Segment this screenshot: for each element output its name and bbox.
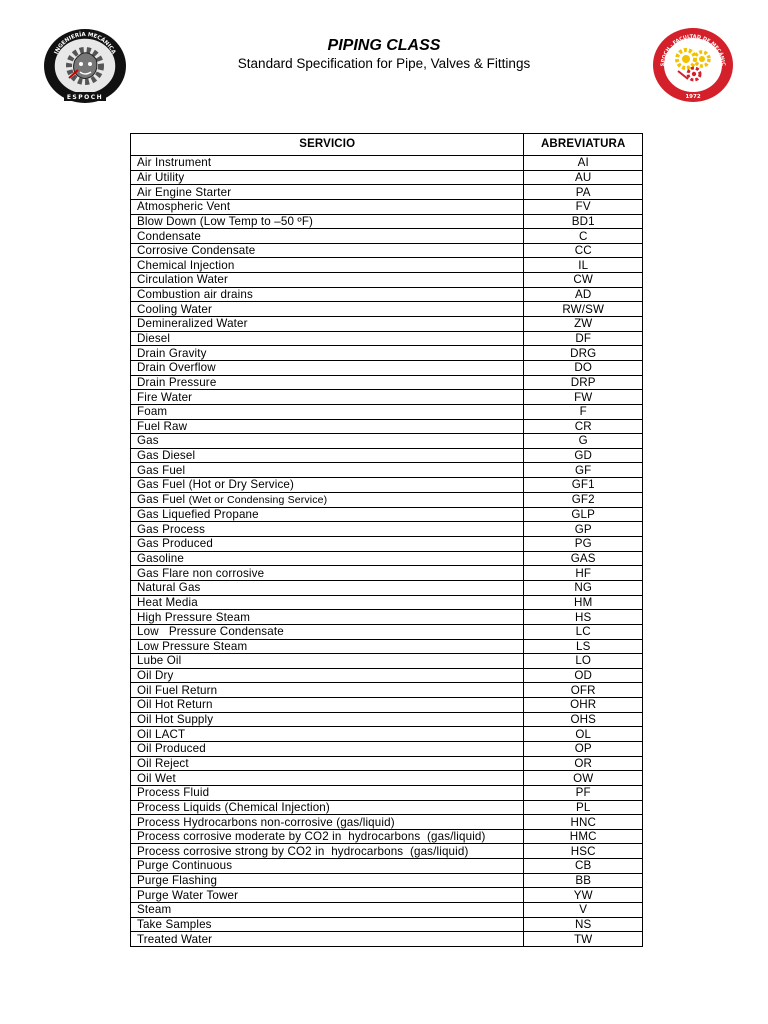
service-name: Oil Produced [137,742,206,756]
table-row [131,185,643,200]
abbreviation-cell: F [524,404,643,419]
service-name: Condensate [137,229,202,243]
service-cell [131,610,524,625]
service-name: Oil Reject [137,756,189,770]
service-cell [131,258,524,273]
service-cell [131,273,524,288]
service-cell [131,668,524,683]
table-row [131,258,643,273]
table-row [131,463,643,478]
service-name: Fuel Raw [137,419,188,433]
document-subtitle: Standard Specification for Pipe, Valves & Fittings [237,56,531,71]
abbreviation-cell: HS [524,610,643,625]
service-name: Oil Hot Supply [137,713,214,727]
service-cell [131,317,524,332]
service-name: Drain Gravity [137,346,207,360]
table-row [131,360,643,375]
service-name: Demineralized Water [137,317,248,331]
table-row [131,859,643,874]
abbreviation-cell: HNC [524,815,643,830]
service-cell [131,346,524,361]
abbreviation-cell: GF [524,463,643,478]
service-name: Gas [137,434,159,448]
service-cell [131,903,524,918]
table-row [131,551,643,566]
abbreviation-cell: YW [524,888,643,903]
service-cell [131,800,524,815]
abbreviation-cell: BB [524,873,643,888]
abbreviation-cell: PG [524,537,643,552]
abbreviation-cell: OW [524,771,643,786]
service-name: Cooling Water [137,302,212,316]
table-row [131,888,643,903]
abbreviation-cell: GP [524,522,643,537]
service-name: Purge Water Tower [137,888,239,902]
service-name: Process Liquids (Chemical Injection) [137,800,330,814]
service-name: Purge Flashing [137,874,218,888]
abbreviation-cell: LS [524,639,643,654]
table-row [131,844,643,859]
abbreviation-cell: PA [524,185,643,200]
abbreviation-cell: FW [524,390,643,405]
service-name: Atmospheric Vent [137,200,231,214]
table-row [131,785,643,800]
service-name: Air Instrument [137,156,212,170]
abbreviation-cell: V [524,903,643,918]
abbreviation-cell: BD1 [524,214,643,229]
service-cell [131,712,524,727]
abbreviation-cell: GLP [524,507,643,522]
table-row [131,331,643,346]
abbreviation-cell: GAS [524,551,643,566]
service-name: Process corrosive moderate by CO2 in hydrocarbons (gas/liquid) [137,830,486,844]
service-cell [131,243,524,258]
abbreviation-cell: GF1 [524,478,643,493]
right-logo-year: 1972 [685,94,701,100]
abbreviation-cell: AI [524,156,643,171]
table-row [131,932,643,947]
table-row [131,903,643,918]
table-row [131,522,643,537]
service-note: (Wet or Condensing Service) [188,493,328,506]
abbreviation-cell: OR [524,756,643,771]
table-row [131,815,643,830]
table-row [131,419,643,434]
service-name: Low Pressure Condensate [137,625,284,639]
service-cell [131,522,524,537]
table-row [131,580,643,595]
table-row [131,741,643,756]
service-name: Lube Oil [137,654,182,668]
service-cell [131,185,524,200]
service-name: Gasoline [137,551,184,565]
service-name: Air Utility [137,170,185,184]
abbreviation-cell: OFR [524,683,643,698]
service-cell [131,551,524,566]
service-name: Natural Gas [137,581,201,595]
service-cell [131,829,524,844]
table-row [131,434,643,449]
table-header-row [131,134,643,156]
abbreviation-cell: DF [524,331,643,346]
table-row [131,390,643,405]
table-row [131,214,643,229]
table-row [131,375,643,390]
service-cell [131,492,524,507]
abbreviation-cell: LO [524,654,643,669]
service-cell [131,785,524,800]
table-body [131,156,643,947]
table-row [131,478,643,493]
left-logo-top-text: INGENIERÍA MECÁNICA [53,31,117,56]
left-logo-bottom-text: ESPOCH [66,94,104,101]
service-cell [131,741,524,756]
service-name: Drain Pressure [137,375,217,389]
abbreviation-cell: CB [524,859,643,874]
abbreviation-cell: OL [524,727,643,742]
abbreviation-cell: FV [524,199,643,214]
service-cell [131,331,524,346]
table-row [131,683,643,698]
piping-service-table [130,133,643,947]
table-row [131,492,643,507]
table-row [131,873,643,888]
service-name: Gas Flare non corrosive [137,566,265,580]
service-cell [131,771,524,786]
service-cell [131,199,524,214]
column-header-abreviatura: ABREVIATURA [524,134,643,156]
service-cell [131,639,524,654]
abbreviation-cell: OP [524,741,643,756]
service-cell [131,873,524,888]
service-name: Low Pressure Steam [137,639,248,653]
abbreviation-cell: LC [524,624,643,639]
service-name: Gas Process [137,522,206,536]
service-name: Circulation Water [137,273,229,287]
service-cell [131,566,524,581]
abbreviation-cell: GF2 [524,492,643,507]
abbreviation-cell: OD [524,668,643,683]
table-row [131,156,643,171]
table-row [131,639,643,654]
abbreviation-cell: NG [524,580,643,595]
abbreviation-cell: C [524,229,643,244]
service-name: Oil LACT [137,727,186,741]
table-row [131,229,643,244]
table-row [131,302,643,317]
service-cell [131,214,524,229]
abbreviation-cell: DRP [524,375,643,390]
service-name: Chemical Injection [137,258,235,272]
table-row [131,404,643,419]
service-cell [131,360,524,375]
table-row [131,654,643,669]
service-cell [131,654,524,669]
right-logo-text: SPOCH · FACULTAD DE MECÁNIC [659,33,727,67]
service-name: Steam [137,903,172,917]
abbreviation-cell: HSC [524,844,643,859]
service-cell [131,932,524,947]
table-row [131,346,643,361]
abbreviation-cell: NS [524,917,643,932]
facultad-mecanica-logo [652,27,734,103]
service-name: Gas Diesel [137,449,196,463]
table-row [131,566,643,581]
service-cell [131,698,524,713]
table-row [131,170,643,185]
service-cell [131,859,524,874]
service-cell [131,727,524,742]
service-name: Oil Hot Return [137,698,213,712]
service-cell [131,683,524,698]
abbreviation-cell: IL [524,258,643,273]
service-name: Treated Water [137,932,213,946]
service-name: Purge Continuous [137,859,233,873]
abbreviation-cell: PF [524,785,643,800]
service-cell [131,888,524,903]
table-row [131,917,643,932]
abbreviation-cell: OHR [524,698,643,713]
table-row [131,287,643,302]
column-header-servicio: SERVICIO [131,134,524,156]
service-cell [131,302,524,317]
abbreviation-cell: CR [524,419,643,434]
service-name: Diesel [137,332,171,345]
service-cell [131,390,524,405]
table-row [131,273,643,288]
abbreviation-cell: ZW [524,317,643,332]
service-cell [131,170,524,185]
abbreviation-cell: TW [524,932,643,947]
service-cell [131,229,524,244]
abbreviation-cell: DRG [524,346,643,361]
table-row [131,829,643,844]
service-name: Gas Produced [137,537,213,551]
service-cell [131,595,524,610]
service-cell [131,844,524,859]
service-cell [131,434,524,449]
service-name: Oil Dry [137,669,174,683]
service-name: Gas Fuel [137,492,186,506]
table-row [131,199,643,214]
service-cell [131,463,524,478]
abbreviation-cell: AU [524,170,643,185]
table-row [131,727,643,742]
service-name: Gas Fuel [137,463,186,477]
service-cell [131,287,524,302]
service-cell [131,624,524,639]
service-name: Combustion air drains [137,288,253,302]
service-cell [131,404,524,419]
service-name: High Pressure Steam [137,610,251,624]
abbreviation-cell: RW/SW [524,302,643,317]
service-cell [131,917,524,932]
abbreviation-cell: AD [524,287,643,302]
table-row [131,624,643,639]
service-cell [131,448,524,463]
service-name: Air Engine Starter [137,185,232,199]
service-cell [131,375,524,390]
table-row [131,448,643,463]
service-name: Heat Media [137,595,198,609]
service-name: Drain Overflow [137,361,216,375]
abbreviation-cell: CW [524,273,643,288]
service-name: Blow Down (Low Temp to –50 ºF) [137,214,314,228]
abbreviation-cell: OHS [524,712,643,727]
service-name: Process Hydrocarbons non-corrosive (gas/liquid) [137,815,395,829]
table-row [131,698,643,713]
abbreviation-cell: HF [524,566,643,581]
abbreviation-cell: HM [524,595,643,610]
service-name: Foam [137,405,168,419]
service-name: Process corrosive strong by CO2 in hydrocarbons (gas/liquid) [137,844,469,858]
service-cell [131,507,524,522]
service-name: Process Fluid [137,786,210,800]
service-cell [131,478,524,493]
abbreviation-cell: PL [524,800,643,815]
table-row [131,595,643,610]
table-row [131,668,643,683]
service-name: Oil Fuel Return [137,683,218,697]
abbreviation-cell: GD [524,448,643,463]
abbreviation-cell: DO [524,360,643,375]
abbreviation-cell: G [524,434,643,449]
table-row [131,507,643,522]
service-cell [131,756,524,771]
table-row [131,800,643,815]
service-name: Gas Fuel (Hot or Dry Service) [137,478,295,492]
service-name: Corrosive Condensate [137,244,256,258]
service-name: Gas Liquefied Propane [137,508,259,522]
table-row [131,537,643,552]
service-cell [131,156,524,171]
table-row [131,712,643,727]
abbreviation-cell: HMC [524,829,643,844]
service-name: Oil Wet [137,771,176,785]
table-row [131,771,643,786]
document-title: PIPING CLASS [327,37,441,54]
service-cell [131,815,524,830]
service-name: Fire Water [137,390,193,404]
service-cell [131,537,524,552]
table-row [131,317,643,332]
table-row [131,610,643,625]
abbreviation-cell: CC [524,243,643,258]
table-row [131,243,643,258]
service-name: Take Samples [137,917,212,931]
service-cell [131,580,524,595]
service-cell [131,419,524,434]
table-row [131,756,643,771]
